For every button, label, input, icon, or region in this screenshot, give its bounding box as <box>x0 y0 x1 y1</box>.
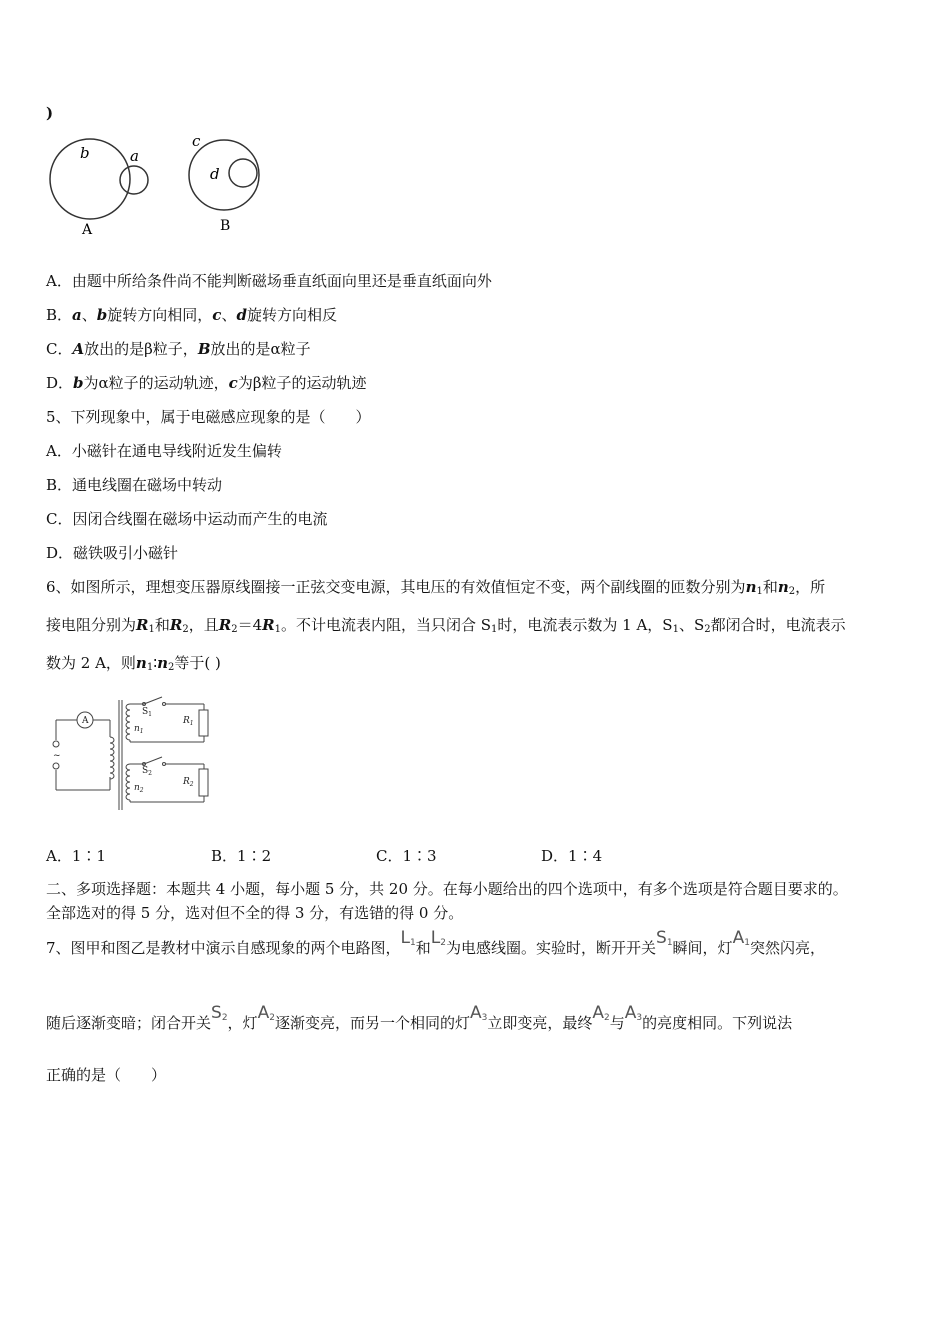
q5-option-b: B．通电线圈在磁场中转动 <box>46 476 223 494</box>
r2-label: $R_2$ <box>183 777 194 788</box>
label-a: a <box>130 147 139 165</box>
section2-heading-line1: 二、多项选择题：本题共 4 小题，每小题 5 分，共 20 分。在每小题给出的四个选项中，有多个选项是符合题目要求的。 <box>46 880 848 898</box>
q6-stem-line1: 6、如图所示，理想变压器原线圈接一正弦交变电源，其电压的有效值恒定不变，两个副线圈的匝数分别为$n_1$和$n_2$，所 <box>46 578 826 597</box>
r1-label: $R_1$ <box>183 716 194 727</box>
circle-a <box>120 166 148 194</box>
label-A: A <box>82 222 93 238</box>
q6-stem-line2: 接电阻分别为$R_1$和$R_2$，且$R_2=4R_1$。不计电流表内阻，当只闭合 $S_1$时，电流表示数为 1 A，$S_1$、$S_2$都闭合时，电流表示 <box>46 616 846 635</box>
q6-option-b: B．1∶2 <box>211 847 272 865</box>
q4-option-a: A．由题中所给条件尚不能判断磁场垂直纸面向里还是垂直纸面向外 <box>46 272 492 290</box>
label-B: B <box>220 218 231 234</box>
q6-option-a: A．1∶1 <box>46 847 106 865</box>
n1-label: $n_1$ <box>134 724 144 735</box>
q5-option-c: C．因闭合线圈在磁场中运动而产生的电流 <box>46 510 328 528</box>
q4-option-d: D．b为α粒子的运动轨迹，c为β粒子的运动轨迹 <box>46 374 367 392</box>
switch-s1-label: $S_1$ <box>142 707 152 718</box>
question-tail-paren: ) <box>46 104 54 122</box>
q6-option-d: D．1∶4 <box>541 847 603 865</box>
n2-label: $n_2$ <box>134 783 144 794</box>
ac-source-symbol: ~ <box>53 751 61 761</box>
q5-option-d: D．磁铁吸引小磁针 <box>46 544 179 562</box>
circle-d <box>229 159 257 187</box>
q5-stem: 5、下列现象中，属于电磁感应现象的是（ ） <box>46 408 371 426</box>
circle-b <box>50 139 130 219</box>
q4-option-c: C．A放出的是β粒子，B放出的是α粒子 <box>46 340 311 358</box>
q6-option-c: C．1∶3 <box>376 847 437 865</box>
transformer-circuit-figure <box>44 692 224 817</box>
q5-option-a: A．小磁针在通电导线附近发生偏转 <box>46 442 282 460</box>
q7-stem-line1: 7、图甲和图乙是教材中演示自感现象的两个电路图，$L_1$和$L_2$为电感线圈。实验时，断开开关$S_1$瞬间，灯$A_1$突然闪亮， <box>46 928 825 957</box>
circle-c <box>189 140 259 210</box>
label-c: c <box>192 132 201 150</box>
label-b: b <box>80 144 90 162</box>
q7-stem-line2: 随后逐渐变暗；闭合开关$S_2$，灯$A_2$逐渐变亮，而另一个相同的灯$A_3$立即变亮，最终$A_2$与$A_3$的亮度相同。下列说法 <box>46 1003 793 1032</box>
switch-s2-label: $S_2$ <box>142 766 152 777</box>
q6-stem-line3: 数为 2 A，则$n_1∶n_2$等于( ) <box>46 654 221 673</box>
track-circles-figure <box>40 128 280 243</box>
ammeter-label: A <box>82 716 89 726</box>
q4-option-b: B．a、b旋转方向相同，c、d旋转方向相反 <box>46 306 337 324</box>
label-d: d <box>210 165 220 183</box>
q7-stem-line3: 正确的是（ ） <box>46 1066 167 1084</box>
section2-heading-line2: 全部选对的得 5 分，选对但不全的得 3 分，有选错的得 0 分。 <box>46 904 464 922</box>
